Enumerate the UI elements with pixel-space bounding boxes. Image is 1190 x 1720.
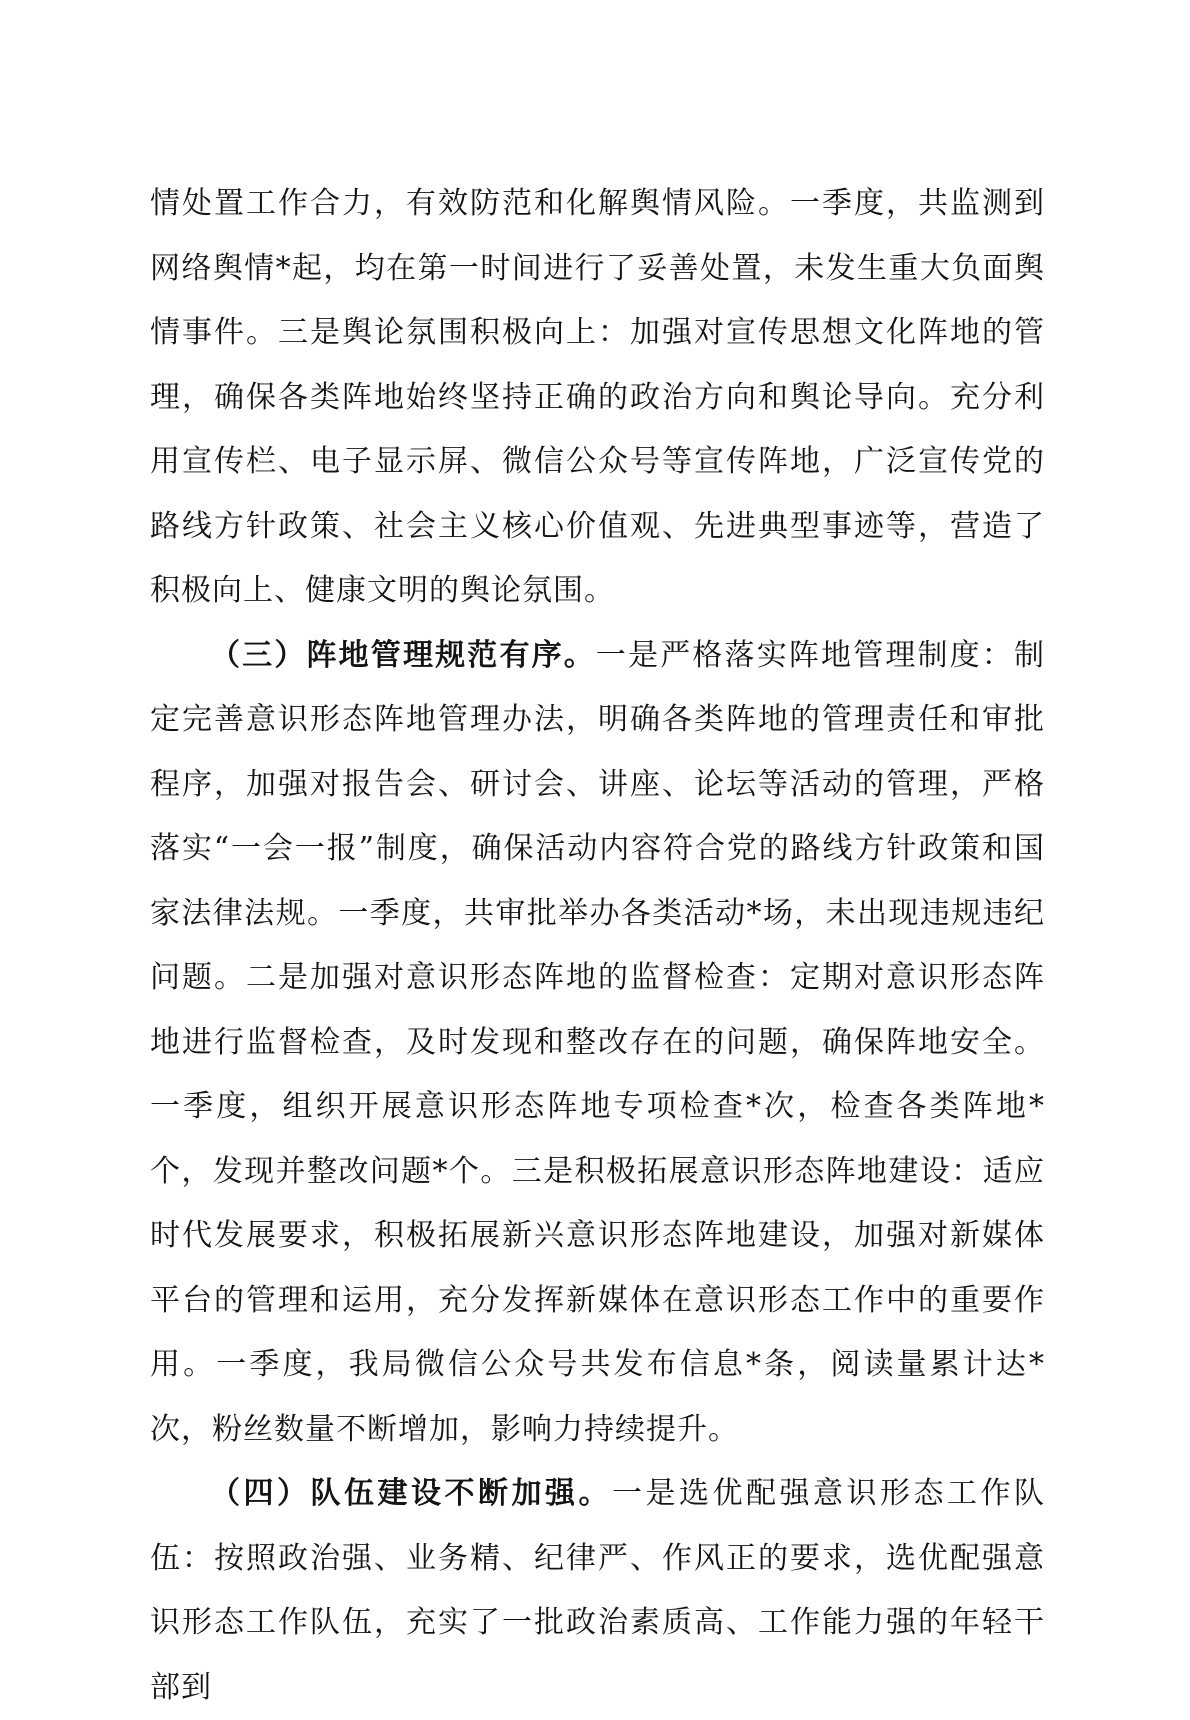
paragraph-section-four — [150, 1462, 1045, 1720]
section-heading: （三）阵地管理规范有序。 — [210, 637, 596, 673]
paragraph-text: 一是严格落实阵地管理制度：制定完善意识形态阵地管理办法，明确各类阵地的管理责任和审批程序，加强对报告会、研讨会、讲座、论坛等活动的管理，严格落实“一会一报”制度，确保活动内容符合党的路线方针政策和国家法律法规。一季度，共审批举办各类活动*场，未出现违规违纪问题。二是加强对意识形态阵地的监督检查：定期对意识形态阵地进行监督检查，及时发现和整改存在的问题，确保阵地安全。一季度，组织开展意识形态阵地专项检查*次，检查各类阵地*个，发现并整改问题*个。三是积极拓展意识形态阵地建设：适应时代发展要求，积极拓展新兴意识形态阵地建设，加强对新媒体平台的管理和运用，充分发挥新媒体在意识形态工作中的重要作用。一季度，我局微信公众号共发布信息*条，阅读量累计达*次，粉丝数量不断增加，影响力持续提升。 — [150, 637, 1046, 1447]
paragraph-section-three — [150, 624, 1045, 1463]
paragraph-text: 一是选优配强意识形态工作队伍：按照政治强、业务精、纪律严、作风正的要求，选优配强意识形态工作队伍，充实了一批政治素质高、工作能力强的年轻干部到 — [150, 1476, 1045, 1705]
paragraph-continuation — [150, 172, 1045, 624]
paragraph-text: 情处置工作合力，有效防范和化解舆情风险。一季度，共监测到网络舆情*起，均在第一时间进行了妥善处置，未发生重大负面舆情事件。三是舆论氛围积极向上：加强对宣传思想文化阵地的管理，确保各类阵地始终坚持正确的政治方向和舆论导向。充分利用宣传栏、电子显示屏、微信公众号等宣传阵地，广泛宣传党的路线方针政策、社会主义核心价值观、先进典型事迹等，营造了积极向上、健康文明的舆论氛围。 — [150, 186, 1045, 608]
document-body — [150, 172, 1045, 1720]
section-heading: （四）队伍建设不断加强。 — [210, 1476, 612, 1511]
